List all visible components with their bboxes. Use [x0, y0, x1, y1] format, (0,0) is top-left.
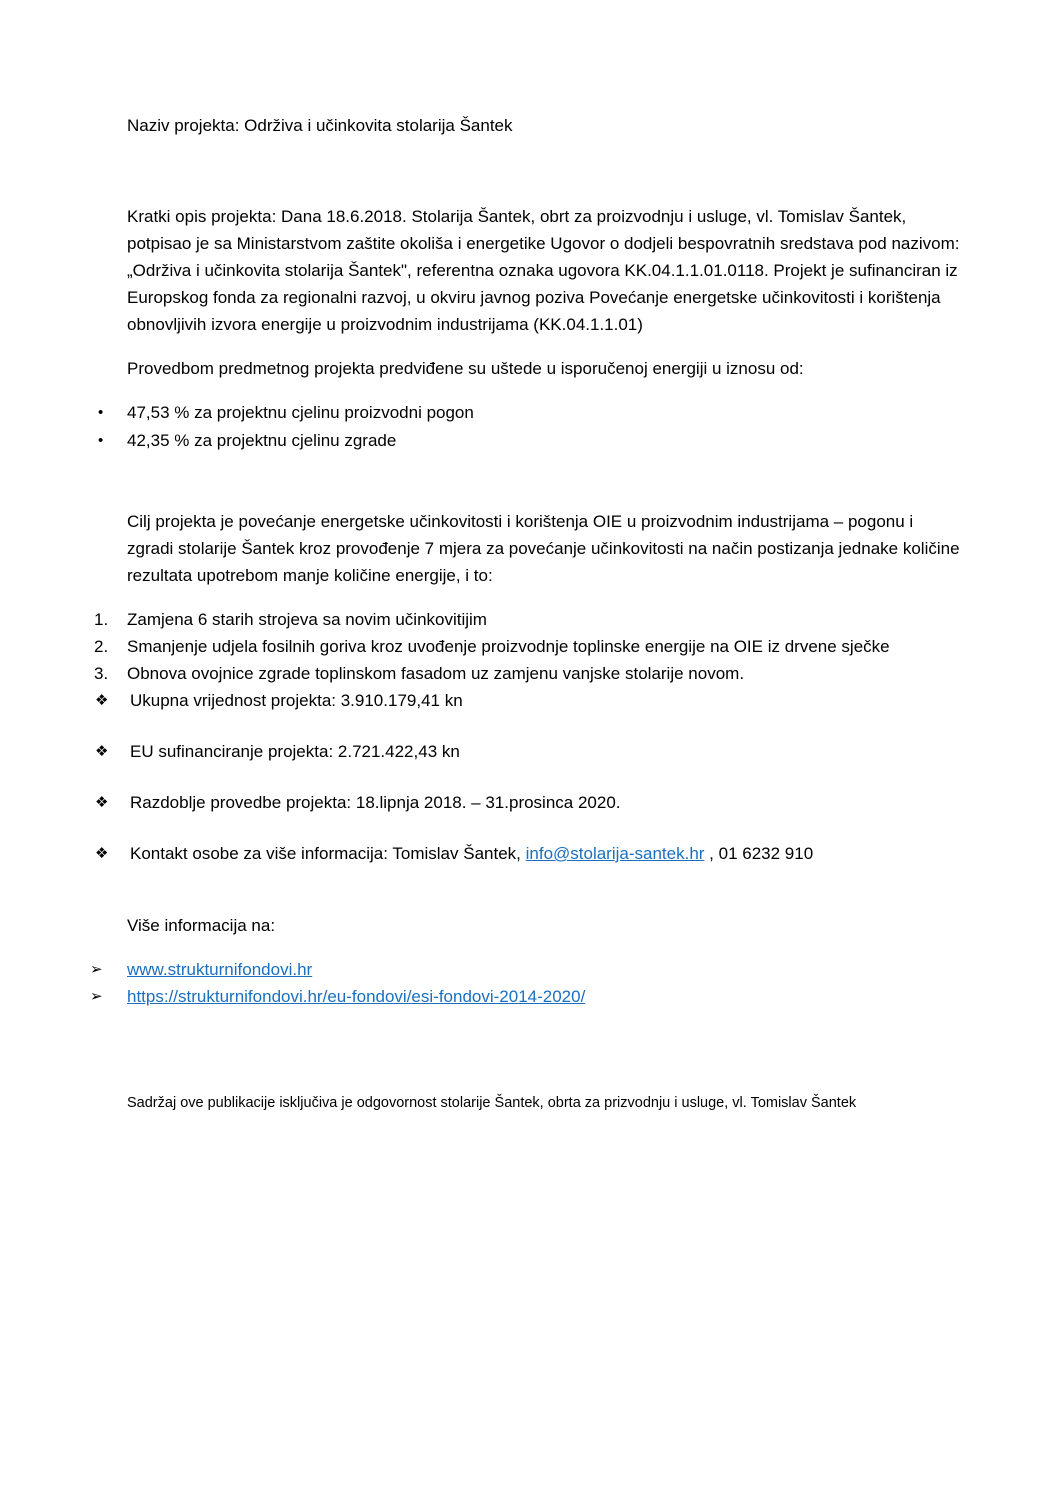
list-item	[94, 606, 963, 633]
list-item	[90, 956, 963, 983]
diamond-bullet-icon: ❖	[95, 691, 109, 709]
diamond-bullet-icon: ❖	[95, 793, 109, 811]
external-links-list	[90, 956, 963, 1010]
list-item	[94, 660, 963, 687]
measure-text: Obnova ovojnice zgrade toplinskom fasadom uz zamjenu vanjske stolarije novom.	[127, 664, 745, 683]
arrow-bullet-icon: ➢	[90, 987, 103, 1005]
facts-list	[95, 687, 963, 867]
esi-fondovi-link[interactable]: https://strukturnifondovi.hr/eu-fondovi/esi-fondovi-2014-2020/	[127, 987, 586, 1006]
savings-list	[98, 399, 963, 455]
list-item	[95, 738, 963, 765]
list-number: 1.	[94, 610, 109, 629]
list-item	[90, 983, 963, 1010]
savings-intro: Provedbom predmetnog projekta predviđene su uštede u isporučenoj energiji u iznosu od:	[127, 359, 804, 378]
measure-text: Zamjena 6 starih strojeva sa novim učinkovitijim	[127, 610, 487, 629]
list-item	[98, 427, 963, 455]
list-item	[95, 687, 963, 714]
arrow-bullet-icon: ➢	[90, 960, 103, 978]
list-item	[95, 789, 963, 816]
list-item	[94, 633, 963, 660]
project-short-description: Kratki opis projekta: Dana 18.6.2018. Stolarija Šantek, obrt za proizvodnju i usluge, vl. Tomislav Šantek, potpisao je sa Ministarstvom zaštite okoliša i energetike Ugovor o dodjeli bespovratnih sredstava pod nazivom: „Održiva i učinkovita stolarija Šantek", referentna oznaka ugovora KK.04.1.1.01.0118. Projekt je sufinanciran iz Europskog fonda za regionalni razvoj, u okviru javnog poziva Povećanje energetske učinkovitosti i korištenja obnovljivih izvora energije u proizvodnim industrijama (KK.04.1.1.01)	[127, 207, 960, 334]
list-number: 2.	[94, 637, 109, 656]
contact-prefix: Kontakt osobe za više informacija: Tomislav Šantek,	[130, 844, 526, 863]
disc-bullet-icon: •	[98, 404, 104, 421]
savings-item-text: 42,35 % za projektnu cjelinu zgrade	[127, 431, 397, 450]
measure-text: Smanjenje udjela fosilnih goriva kroz uvođenje proizvodnje toplinske energije na OIE iz drvene sječke	[127, 637, 890, 656]
diamond-bullet-icon: ❖	[95, 844, 109, 862]
project-goal: Cilj projekta je povećanje energetske učinkovitosti i korištenja OIE u proizvodnim industrijama – pogonu i zgradi stolarije Šantek kroz provođenje 7 mjera za povećanje učinkovitosti na način postizanja jednake količine rezultata upotrebom manje količine energije, i to:	[127, 512, 960, 585]
more-info-label: Više informacija na:	[127, 916, 276, 935]
disclaimer-footer: Sadržaj ove publikacije isključiva je odgovornost stolarije Šantek, obrta za prizvodnju i usluge, vl. Tomislav Šantek	[127, 1095, 857, 1111]
project-title: Naziv projekta: Održiva i učinkovita stolarija Šantek	[127, 116, 513, 135]
savings-item-text: 47,53 % za projektnu cjelinu proizvodni pogon	[127, 403, 474, 422]
fact-eu-cofinancing: EU sufinanciranje projekta: 2.721.422,43 kn	[130, 742, 460, 761]
fact-contact	[130, 840, 813, 867]
strukturnifondovi-link[interactable]: www.strukturnifondovi.hr	[127, 960, 313, 979]
fact-implementation-period: Razdoblje provedbe projekta: 18.lipnja 2018. – 31.prosinca 2020.	[130, 793, 621, 812]
list-number: 3.	[94, 664, 109, 683]
diamond-bullet-icon: ❖	[95, 742, 109, 760]
list-item	[95, 840, 963, 867]
disc-bullet-icon: •	[98, 432, 104, 449]
measures-list	[94, 606, 963, 687]
fact-total-value: Ukupna vrijednost projekta: 3.910.179,41 kn	[130, 691, 463, 710]
contact-suffix: , 01 6232 910	[704, 844, 814, 863]
contact-email-link[interactable]: info@stolarija-santek.hr	[525, 844, 705, 863]
list-item	[98, 399, 963, 427]
